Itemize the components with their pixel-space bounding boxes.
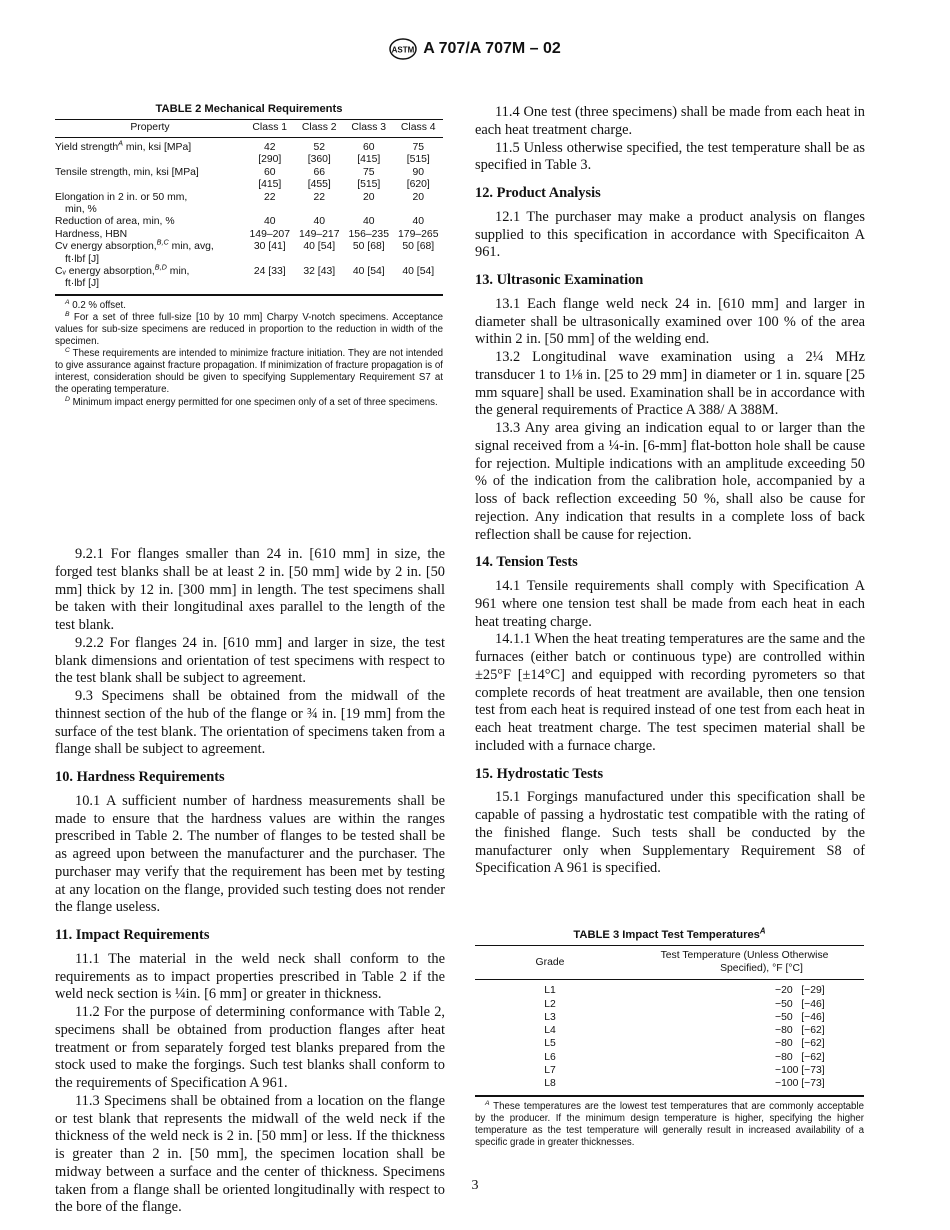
column-header: Property	[130, 122, 170, 134]
column-header-line: Specified), °F [°C]	[720, 962, 803, 974]
property-cell	[55, 216, 245, 228]
table-3-title-text: TABLE 3 Impact Test Temperatures	[573, 929, 760, 941]
value-line: 22	[263, 191, 276, 203]
table-row	[475, 1078, 864, 1091]
value-cell	[295, 192, 345, 217]
value-line: [360]	[307, 154, 331, 166]
property-cell	[55, 138, 245, 167]
table-2-title: TABLE 2 Mechanical Requirements	[155, 103, 343, 115]
paragraph: 11.2 For the purpose of determining conformance with Table 2, specimens shall be obtained from production flanges after heat treatment or from separately forged test blanks prepared from the stock used to make the forgings. Such test blanks shall conform to the requirements of Specification A 961.	[55, 1004, 445, 1091]
footnote-mark: D	[65, 395, 70, 403]
table-row	[55, 216, 443, 228]
table-2-footnotes	[55, 300, 443, 409]
section-heading: 11. Impact Requirements	[55, 927, 210, 943]
column-header: Class 3	[351, 122, 387, 134]
property-label: Cv energy absorption,	[55, 241, 157, 253]
table-row	[55, 229, 443, 241]
property-label: Yield strength	[55, 141, 119, 153]
section-heading: 12. Product Analysis	[475, 185, 601, 201]
section-heading: 14. Tension Tests	[475, 554, 578, 571]
footnote-mark: A	[118, 138, 124, 148]
value-cell	[245, 142, 295, 167]
table-row	[475, 999, 864, 1012]
property-cell	[55, 262, 245, 291]
footnote	[55, 348, 443, 396]
property-cell	[55, 192, 245, 217]
value-cell	[245, 216, 295, 228]
table-row	[55, 241, 443, 266]
astm-logo-icon	[389, 38, 417, 60]
footnote-text: 0.2 % offset.	[72, 299, 126, 311]
paragraph: 11.1 The material in the weld neck shall conform to the requirements as to impact properties prescribed in Table 2 if the weld neck section is ¼in. [6 mm] or greater in thickness.	[55, 950, 445, 1003]
table-row	[55, 142, 443, 167]
value-cell	[245, 241, 295, 266]
value-cell	[344, 266, 394, 291]
grade-cell: L6	[544, 1051, 556, 1063]
column-header: Class 2	[301, 122, 337, 134]
paragraph: 11.3 Specimens shall be obtained from a location on the flange or test blank that represents the midwall of the weld neck if the thickness of the weld neck is 2 in. [50 mm] or less. If the thickness is greater than 2 in. [50 mm], the specimen location shall be midway between a surface and the center of thickness. Specimens taken from a flange shall be oriented longitudinally with respect to the bore of the flange.	[55, 1092, 445, 1216]
footnote-mark: A	[485, 1099, 490, 1107]
grade-cell: L7	[544, 1065, 556, 1076]
value-line: 66	[313, 166, 326, 178]
value-cell	[295, 167, 345, 192]
paragraph: 9.3 Specimens shall be obtained from the midwall of the thinnest section of the hub of the flange or ¾ in. [19 mm] from the surface of the test blank. The orientation of specimens taken from a flange shall be subject to agreement.	[55, 688, 445, 758]
grade-cell: L8	[544, 1078, 556, 1090]
paragraph: 13.1 Each flange weld neck 24 in. [610 mm] and larger in diameter shall be ultrasonically examined over 100 % of the area within 2 in. [50 mm] of the welding end.	[475, 295, 865, 348]
section-heading: 10. Hardness Requirements	[55, 769, 225, 785]
property-label: Hardness, HBN	[55, 228, 128, 240]
value-line: 32 [43]	[303, 265, 336, 277]
temperature-cell: −100 [−73]	[775, 1065, 825, 1076]
temperature-cell: −20 [−29]	[775, 985, 825, 997]
table-row	[55, 192, 443, 217]
footnote-mark: B	[65, 310, 70, 318]
footnote-text: For a set of three full-size [10 by 10 mm] Charpy V-notch specimens. Acceptance values for sub-size specimens are reduced in proportion to the reduction in width of the specimen.	[55, 311, 443, 348]
value-line: 50 [68]	[352, 241, 385, 253]
value-line: 40	[362, 216, 375, 228]
value-line: 20	[362, 191, 375, 203]
grade-cell: L1	[544, 985, 556, 997]
temperature-cell: −80 [−62]	[775, 1025, 825, 1037]
value-line: [620]	[406, 179, 430, 191]
value-cell	[344, 229, 394, 241]
footnote	[55, 397, 443, 409]
property-label: min,	[166, 265, 190, 277]
table-3-footnote	[475, 1101, 864, 1149]
grade-cell: L4	[544, 1025, 556, 1037]
page-number: 3	[471, 1178, 479, 1193]
column-header-grade: Grade	[535, 956, 565, 968]
value-cell	[344, 216, 394, 228]
paragraph: 11.4 One test (three specimens) shall be made from each heat in each heat treatment charge.	[475, 104, 865, 138]
footnote	[55, 300, 443, 312]
value-line: 149–217	[299, 228, 340, 240]
value-cell	[344, 142, 394, 167]
value-cell	[245, 266, 295, 291]
value-line: 179–265	[398, 228, 439, 240]
table-row	[475, 1025, 864, 1038]
property-cell	[55, 237, 245, 266]
value-cell	[295, 142, 345, 167]
footnote	[55, 312, 443, 348]
temperature-cell: −80 [−62]	[775, 1038, 825, 1050]
footnote-mark: B,D	[154, 262, 167, 272]
value-line: [455]	[307, 179, 331, 191]
value-line: [515]	[406, 154, 430, 166]
value-cell	[295, 216, 345, 228]
temperature-cell: −50 [−46]	[775, 1011, 825, 1023]
property-label: Cᵥ energy absorption,	[55, 265, 155, 277]
value-line: 40	[263, 216, 276, 228]
value-line: 40 [54]	[303, 241, 336, 253]
value-line: 90	[412, 166, 425, 178]
temperature-cell: −50 [−46]	[775, 998, 825, 1010]
value-cell	[245, 229, 295, 241]
value-cell	[394, 241, 444, 266]
value-line: 75	[362, 166, 375, 178]
paragraph: 12.1 The purchaser may make a product analysis on flanges supplied to this specification in accordance with Specificaiton A 961.	[475, 208, 865, 261]
paragraph: 9.2.2 For flanges 24 in. [610 mm] and larger in size, the test blank dimensions and orientation of test specimens with respect to the test blank shall be subject to agreement.	[55, 634, 445, 687]
value-line: 60	[263, 166, 276, 178]
footnote-mark: C	[65, 346, 70, 354]
value-cell	[344, 192, 394, 217]
column-header: Class 1	[252, 122, 288, 134]
svg-text:ASTM: ASTM	[391, 45, 415, 55]
value-cell	[344, 167, 394, 192]
temperature-cell: −100 [−73]	[775, 1078, 825, 1090]
column-header-temperature	[625, 946, 864, 979]
property-cell	[55, 167, 245, 192]
value-line: 50 [68]	[402, 241, 435, 253]
property-cell	[55, 229, 245, 241]
value-cell	[245, 192, 295, 217]
grade-cell: L3	[544, 1011, 556, 1023]
section-heading: 15. Hydrostatic Tests	[475, 765, 604, 782]
property-label: min, avg,	[168, 241, 214, 253]
value-line: 40	[412, 216, 425, 228]
page-header	[0, 38, 950, 60]
property-label-continued: min, %	[65, 203, 97, 215]
value-line: 40	[313, 216, 326, 228]
table-row	[475, 1052, 864, 1065]
value-line: 149–207	[249, 228, 290, 240]
value-cell	[394, 216, 444, 228]
table-row	[475, 1038, 864, 1051]
value-line: 52	[313, 141, 326, 153]
value-line: 30 [41]	[253, 241, 286, 253]
table-2	[55, 103, 443, 409]
footnote-mark: B,C	[156, 237, 169, 247]
footnote-text: These requirements are intended to minimize fracture initiation. They are not intended to give assurance against fracture propagation. If minimization of fracture propagation is of interest, consideration should be given to specifying Supplementary Requirement S7 at the operating temperature.	[55, 348, 443, 396]
value-cell	[394, 192, 444, 217]
value-cell	[344, 241, 394, 266]
value-line: 156–235	[348, 228, 389, 240]
value-line: [415]	[357, 154, 381, 166]
value-line: 40 [54]	[352, 265, 385, 277]
property-label: Tensile strength, min, ksi [MPa]	[55, 166, 199, 178]
value-cell	[394, 167, 444, 192]
value-line: 75	[412, 141, 425, 153]
value-line: 42	[263, 141, 276, 153]
value-cell	[394, 229, 444, 241]
value-line: [515]	[357, 179, 381, 191]
grade-cell: L2	[544, 998, 556, 1010]
paragraph: 11.5 Unless otherwise specified, the test temperature shall be as specified in Table 3.	[475, 139, 865, 174]
value-cell	[295, 229, 345, 241]
document-designation: A 707/A 707M – 02	[423, 40, 561, 58]
value-line: 60	[362, 141, 375, 153]
property-label: min, ksi [MPa]	[123, 141, 192, 153]
value-cell	[245, 167, 295, 192]
table-row	[55, 266, 443, 291]
property-label-continued: ft·lbf [J]	[65, 278, 100, 290]
value-line: [290]	[258, 154, 282, 166]
value-line: [415]	[258, 179, 282, 191]
column-header: Class 4	[400, 122, 436, 134]
value-cell	[394, 142, 444, 167]
footnote-mark: A	[65, 298, 70, 306]
paragraph: 15.1 Forgings manufactured under this specification shall be capable of passing a hydrostatic test compatible with the rating of the finished flange. Such tests shall be conducted by the manufacturer only when Supplementary Requirement S8 of Specification A 961 is specified.	[475, 789, 865, 877]
footnote-text: These temperatures are the lowest test temperatures that are commonly acceptable by the producer. If the minimum design temperature is higher, specifying the higher temperature as the test temperature will generally result in increased availability of a specific grade in greater thicknesses.	[475, 1100, 864, 1148]
table-row	[55, 167, 443, 192]
paragraph: 14.1.1 When the heat treating temperatures are the same and the furnaces (either batch or continuous type) are controlled within ±25°F [±14°C] and equipped with recording pyrometers so that complete records of heat treatment are available, then one tension test from each heat is required instead of one test from each heat in each heat treatment charge. The test specimen material shall be included with a furnace charge.	[475, 631, 865, 754]
impact-test-temperatures-table	[475, 946, 864, 1091]
footnote-text: Minimum impact energy permitted for one specimen only of a set of three specimens.	[72, 396, 438, 408]
grade-cell: L5	[544, 1038, 556, 1050]
property-label-continued: ft·lbf [J]	[65, 253, 100, 265]
footnote-mark: A	[759, 926, 766, 936]
value-line: 40 [54]	[402, 265, 435, 277]
paragraph: 13.3 Any area giving an indication equal to or larger than the signal received from a ¼-in. [6-mm] flat-botton hole shall be cause for rejection. Multiple indications with an amplitude exceeding 50 % of the indication from the calibration hole, accompanied by a loss of back reflection exceeding 50 %, shall also be cause for rejection. Any indication that results in a complete loss of back reflection shall be cause for rejection.	[475, 420, 865, 543]
paragraph: 14.1 Tensile requirements shall comply with Specification A 961 where one tension test shall be made from each heat in each heat treating charge.	[475, 578, 865, 630]
value-line: 24 [33]	[253, 265, 286, 277]
mechanical-requirements-table	[55, 120, 443, 290]
paragraph: 9.2.1 For flanges smaller than 24 in. [610 mm] in size, the forged test blanks shall be at least 2 in. [50 mm] wide by 2 in. [50 mm] thick by 12 in. [300 mm] in length. The test specimens shall be taken with their longitudinal axes parallel to the length of the test blank.	[55, 546, 445, 633]
table-row	[475, 985, 864, 998]
property-label: Reduction of area, min, %	[55, 216, 175, 228]
value-cell	[295, 266, 345, 291]
value-line: 22	[313, 191, 326, 203]
table-3	[475, 926, 864, 1149]
table-3-title	[475, 926, 864, 941]
paragraph: 13.2 Longitudinal wave examination using a 2¼ MHz transducer 1 to 1⅛ in. [25 to 29 mm] in diameter or 1 in. square [25 mm square] shall be used. Examination shall be in accordance with the general requirements of Practice A 388/ A 388M.	[475, 349, 865, 419]
property-label: Elongation in 2 in. or 50 mm,	[55, 191, 188, 203]
table-row	[475, 1012, 864, 1025]
column-header-line: Test Temperature (Unless Otherwise	[660, 950, 829, 962]
temperature-cell: −80 [−62]	[775, 1051, 825, 1063]
table-row	[475, 1065, 864, 1078]
left-column-text	[55, 546, 445, 1217]
right-column-text	[475, 104, 865, 878]
section-heading: 13. Ultrasonic Examination	[475, 272, 644, 288]
value-cell	[394, 266, 444, 291]
paragraph: 10.1 A sufficient number of hardness measurements shall be made to ensure that the hardness values are within the ranges prescribed in Table 2. The number of flanges to be tested shall be as agreed upon between the manufacturer and the purchaser. The purchaser may verify that the requirement has been met by testing at any location on the flange, provided such testing does not render the flange useless.	[55, 792, 445, 916]
value-cell	[295, 241, 345, 266]
value-line: 20	[412, 191, 425, 203]
